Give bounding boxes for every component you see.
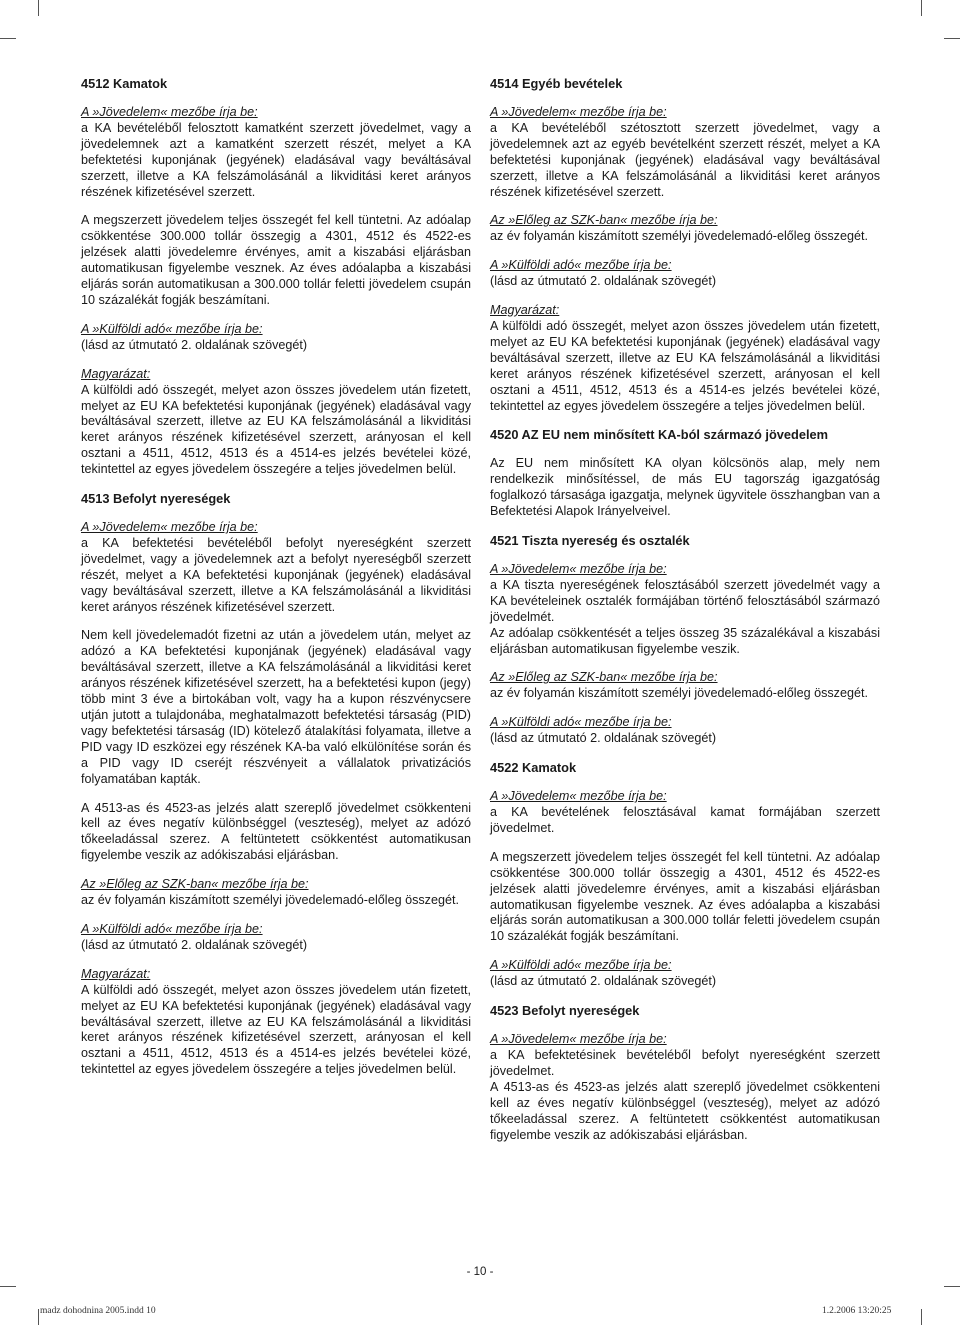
crop-mark (38, 0, 39, 16)
body-text: a KA befektetési bevételéből befolyt nyereségként szerzett jövedelmet, vagy a jövedelemnek azt a befolyt nyereségből szerzett részét, melyet a KA befektetési kuponjának (jegyének) eladásával vagy beváltásával szerzett, illetve a KA felszámolásánál a likviditási keret arányos részének kifizetésével szerzett. (81, 535, 471, 614)
field-label: A »Külföldi adó« mezőbe írja be: (81, 321, 263, 336)
paragraph (490, 562, 880, 657)
crop-mark (38, 1309, 39, 1325)
paragraph (490, 715, 880, 747)
paragraph (490, 303, 880, 414)
body-text: A külföldi adó összegét, melyet azon összes jövedelem után fizetett, melyet az EU KA befektetési kuponjának (jegyének) eladásával vagy beváltásával szerzett, illetve az EU KA felszámolásánál a likviditási keret arányos részének kifizetésével szerzett, arányosan el kell osztani a 4511, 4512, 4513 és a 4514-es jelzés bevételei közé, tekintettel az egyes jövedelem összegére a teljes jövedelmen belül. (490, 318, 880, 413)
paragraph (81, 105, 471, 200)
crop-mark (0, 1286, 16, 1287)
body-text: a KA befektetésinek bevételéből befolyt nyereségként szerzett jövedelmet. (490, 1047, 880, 1078)
body-text: Az adóalap csökkentését a teljes összeg 35 százalékával a kiszabási eljárásban automatikusan figyelembe veszik. (490, 625, 880, 656)
body-text: A külföldi adó összegét, melyet azon összes jövedelem után fizetett, melyet az EU KA befektetési kuponjának (jegyének) eladásával vagy beváltásával szerzett, illetve az EU KA felszámolásánál a likviditási keret arányos részének kifizetésével szerzett, arányosan el kell osztani a 4511, 4512, 4513 és a 4514-es jelzés bevételei közé, tekintettel az egyes jövedelem összegére a teljes jövedelmen belül. (81, 382, 471, 477)
paragraph: Nem kell jövedelemadót fizetni az után a jövedelem után, melyet az adózó a KA befektetési kuponjának (jegyének) eladásával vagy beváltásával szerzett, illetve a KA felszámolásánál a likviditási keret arányos részének kifizetésével szerzett, ha a befektetési kupon (jegy) több mint 3 éve a birtokában volt, vagy ha a kupon részvénycsere utján jutott a tulajdonába, meghatalmazott befektetési társaság (PID) vagy befektetési társaság (ID) kötelező átalakítási folyamata, illetve a PID vagy ID eszközei egy részének KA-ba való elkülönítése során és a PID vagy ID cseréjt részvényeit a vállalatok privatizációs folyamatában kapták. (81, 628, 471, 786)
section-heading-4513: 4513 Befolyt nyereségek (81, 491, 231, 507)
body-text: a KA bevételéből szétosztott szerzett jövedelmet, vagy a jövedelemnek azt az egyéb bevételként szerzett részét, melyet a KA befektetési kuponjának (jegyének) eladásával vagy beváltásával szerzett, illetve a KA felszámolásánál a likviditási keret arányos részének kifizetésével szerzett. (490, 120, 880, 199)
crop-mark (944, 1286, 960, 1287)
paragraph (81, 877, 471, 909)
field-label: A »Jövedelem« mezőbe írja be: (490, 789, 667, 804)
field-label: A »Külföldi adó« mezőbe írja be: (490, 958, 672, 973)
body-text: (lásd az útmutató 2. oldalának szövegét) (81, 937, 308, 952)
field-label: A »Külföldi adó« mezőbe írja be: (490, 715, 672, 730)
body-text: A 4513-as és 4523-as jelzés alatt szereplő jövedelmet csökkenteni kell az éves negatív különbséggel (veszteség), melyet az adózó tőkeeladással szerez. A feltüntetett csökkentést automatikusan figyelembe veszik az adókiszabási eljárásban. (490, 1079, 880, 1142)
right-column (490, 76, 880, 1156)
paragraph (490, 670, 880, 702)
field-label: Az »Előleg az SZK-ban« mezőbe írja be: (490, 213, 718, 228)
field-label: A »Jövedelem« mezőbe írja be: (490, 1032, 667, 1047)
body-text: az év folyamán kiszámított személyi jövedelemadó-előleg összegét. (81, 893, 459, 908)
paragraph (490, 1032, 880, 1143)
section-heading-4521: 4521 Tiszta nyereség és osztalék (490, 533, 690, 549)
field-label: A »Jövedelem« mezőbe írja be: (81, 105, 258, 119)
print-slug-date: 1.2.2006 13:20:25 (822, 1306, 892, 1316)
crop-mark (921, 0, 922, 16)
body-text: az év folyamán kiszámított személyi jövedelemadó-előleg összegét. (490, 686, 868, 701)
field-label: Magyarázat: (490, 303, 560, 318)
body-text: a KA bevételének felosztásával kamat formájában szerzett jövedelmet. (490, 805, 880, 835)
paragraph (490, 789, 880, 837)
paragraph (81, 520, 471, 615)
field-label: Magyarázat: (81, 366, 151, 381)
paragraph (81, 322, 471, 354)
field-label: Magyarázat: (81, 966, 151, 981)
body-text: az év folyamán kiszámított személyi jövedelemadó-előleg összegét. (490, 229, 868, 244)
field-label: A »Külföldi adó« mezőbe írja be: (490, 258, 672, 273)
paragraph: A megszerzett jövedelem teljes összegét fel kell tüntetni. Az adóalap csökkentése 300.000 tollár összegig a 4301, 4512 és 4522-es jelzések alatti jövedelemre érvényes, amit a kiszabási eljárásban automatikusan figyelembe vesznek. Az éves adóalapba a kiszabási eljárás során automatikusan a 300.000 tollár feletti jövedelem csupán 10 százalékát fogják beszámítani. (490, 849, 880, 944)
crop-mark (944, 38, 960, 39)
paragraph (81, 967, 471, 1078)
paragraph (81, 367, 471, 478)
body-text: (lásd az útmutató 2. oldalának szövegét) (490, 731, 717, 746)
paragraph (490, 213, 880, 245)
body-text: (lásd az útmutató 2. oldalának szövegét) (490, 274, 717, 289)
paragraph (81, 922, 471, 954)
crop-mark (921, 1309, 922, 1325)
body-text: A külföldi adó összegét, melyet azon összes jövedelem után fizetett, melyet az EU KA befektetési kuponjának (jegyének) eladásával vagy beváltásával szerzett, illetve az EU KA felszámolásánál a likviditási keret arányos részének kifizetésével szerzett, arányosan el kell osztani a 4511, 4512, 4513 és a 4514-es jelzés bevételei közé, tekintettel az egyes jövedelem összegére a teljes jövedelmen belül. (81, 982, 471, 1077)
field-label: Az »Előleg az SZK-ban« mezőbe írja be: (490, 670, 718, 685)
paragraph: A 4513-as és 4523-as jelzés alatt szereplő jövedelmet csökkenteni kell az éves negatív különbséggel (veszteség), melyet az adózó tőkeeladással szerez. A feltüntetett csökkentést automatikusan figyelembe veszik az adókiszabási eljárásban. (81, 800, 471, 863)
field-label: Az »Előleg az SZK-ban« mezőbe írja be: (81, 877, 309, 892)
paragraph (490, 958, 880, 990)
field-label: A »Jövedelem« mezőbe írja be: (490, 105, 667, 119)
section-heading-4520: 4520 AZ EU nem minősített KA-ból származó jövedelem (490, 427, 829, 443)
section-heading-4522: 4522 Kamatok (490, 760, 577, 776)
paragraph: A megszerzett jövedelem teljes összegét fel kell tüntetni. Az adóalap csökkentése 300.000 tollár összegig a 4301, 4512 és 4522-es jelzések alatti jövedelemre érvényes, amit a kiszabási eljárásban automatikusan figyelembe vesznek. Az éves adóalapba a kiszabási eljárás során automatikusan a 300.000 tollár feletti jövedelem csupán 10 százalékát fogják beszámítani. (81, 213, 471, 307)
paragraph (490, 105, 880, 200)
field-label: A »Külföldi adó« mezőbe írja be: (81, 921, 263, 936)
section-heading-4514: 4514 Egyéb bevételek (490, 76, 623, 91)
page-number: - 10 - (466, 1266, 494, 1278)
print-slug-filename: madz dohodnina 2005.indd 10 (40, 1306, 156, 1316)
body-text: (lásd az útmutató 2. oldalának szövegét) (490, 974, 717, 989)
left-column (81, 76, 471, 1091)
field-label: A »Jövedelem« mezőbe írja be: (81, 520, 258, 535)
body-text: a KA bevételéből felosztott kamatként szerzett jövedelmet, vagy a jövedelemnek azt a kamatként szerzett részét, melyet a KA befektetési kuponjának (jegyének) eladásával vagy beváltásával szerzett, illetve a KA felszámolásánál a likviditási keret arányos részének kifizetésével szerzett. (81, 120, 471, 199)
section-heading-4523: 4523 Befolyt nyereségek (490, 1003, 640, 1019)
field-label: A »Jövedelem« mezőbe írja be: (490, 562, 667, 577)
crop-mark (0, 38, 16, 39)
body-text: (lásd az útmutató 2. oldalának szövegét) (81, 337, 308, 352)
section-heading-4512: 4512 Kamatok (81, 76, 168, 91)
paragraph: Az EU nem minősített KA olyan kölcsönös alap, mely nem rendelkezik minősítéssel, de más EU tagország igazgatóság foglalkozó társasága igazgatja, melynek ügyvitele összhangban van a Befektetési Alapok Irányelveivel. (490, 456, 880, 519)
body-text: a KA tiszta nyereségének felosztásából szerzett jövedelmét vagy a KA bevételeinek osztalék formájában történő felosztásából származó jövedelmét. (490, 577, 880, 624)
paragraph (490, 258, 880, 290)
